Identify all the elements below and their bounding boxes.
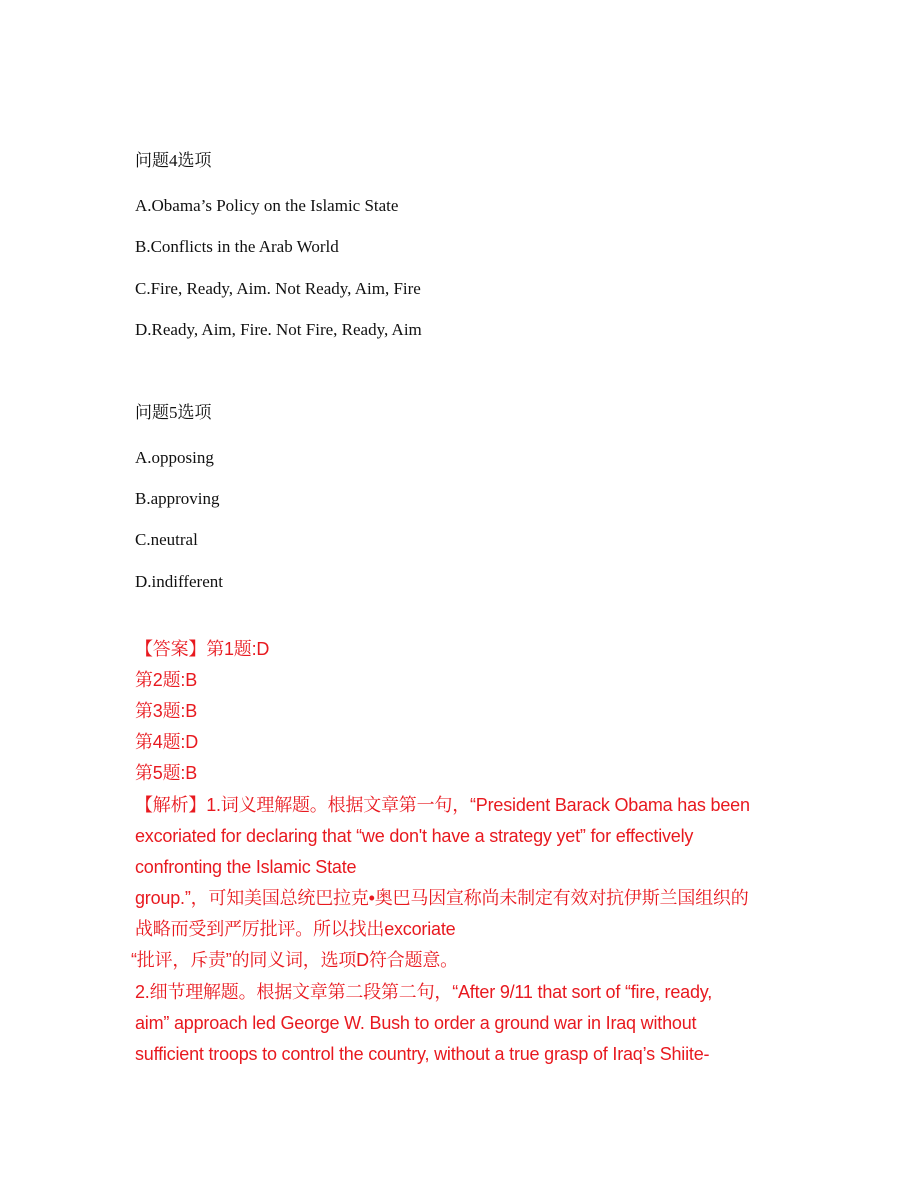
question-5-option-c: C.neutral [135, 530, 198, 549]
question-5-heading: 问题5选项 [135, 403, 212, 422]
answer-line-4: 第4题:D [135, 732, 199, 752]
answer-line-3: 第3题:B [135, 701, 198, 721]
answer-line-2: 第2题:B [135, 670, 198, 690]
analysis-line-2: excoriated for declaring that “we don't have a strategy yet” for effectively [135, 826, 694, 846]
question-4-option-c: C.Fire, Ready, Aim. Not Ready, Aim, Fire [135, 279, 421, 298]
question-5-option-b: B.approving [135, 489, 220, 508]
analysis-line-4: group.”，可知美国总统巴拉克•奥巴马因宣称尚未制定有效对抗伊斯兰国组织的 [135, 888, 749, 908]
analysis-line-5: 战略而受到严厉批评。所以找出excoriate [135, 919, 456, 939]
analysis-line-7: 2.细节理解题。根据文章第二段第二句，“After 9/11 that sort of “fire, ready, [135, 982, 713, 1002]
question-4-option-b: B.Conflicts in the Arab World [135, 237, 339, 256]
question-4-option-d: D.Ready, Aim, Fire. Not Fire, Ready, Aim [135, 320, 422, 339]
question-5-option-a: A.opposing [135, 448, 214, 467]
analysis-line-8: aim” approach led George W. Bush to order a ground war in Iraq without [135, 1013, 697, 1033]
analysis-line-3: confronting the Islamic State [135, 857, 357, 877]
answer-line-5: 第5题:B [135, 763, 198, 783]
question-4-heading: 问题4选项 [135, 151, 212, 170]
question-4-option-a: A.Obama’s Policy on the Islamic State [135, 196, 399, 215]
answer-line-1: 【答案】第1题:D [135, 639, 270, 659]
analysis-line-6: “批评，斥责”的同义词，选项D符合题意。 [131, 950, 458, 970]
analysis-line-9: sufficient troops to control the country, without a true grasp of Iraq’s Shiite- [135, 1044, 710, 1064]
analysis-line-1: 【解析】1.词义理解题。根据文章第一句，“President Barack Obama has been [135, 795, 750, 815]
question-5-option-d: D.indifferent [135, 572, 223, 591]
